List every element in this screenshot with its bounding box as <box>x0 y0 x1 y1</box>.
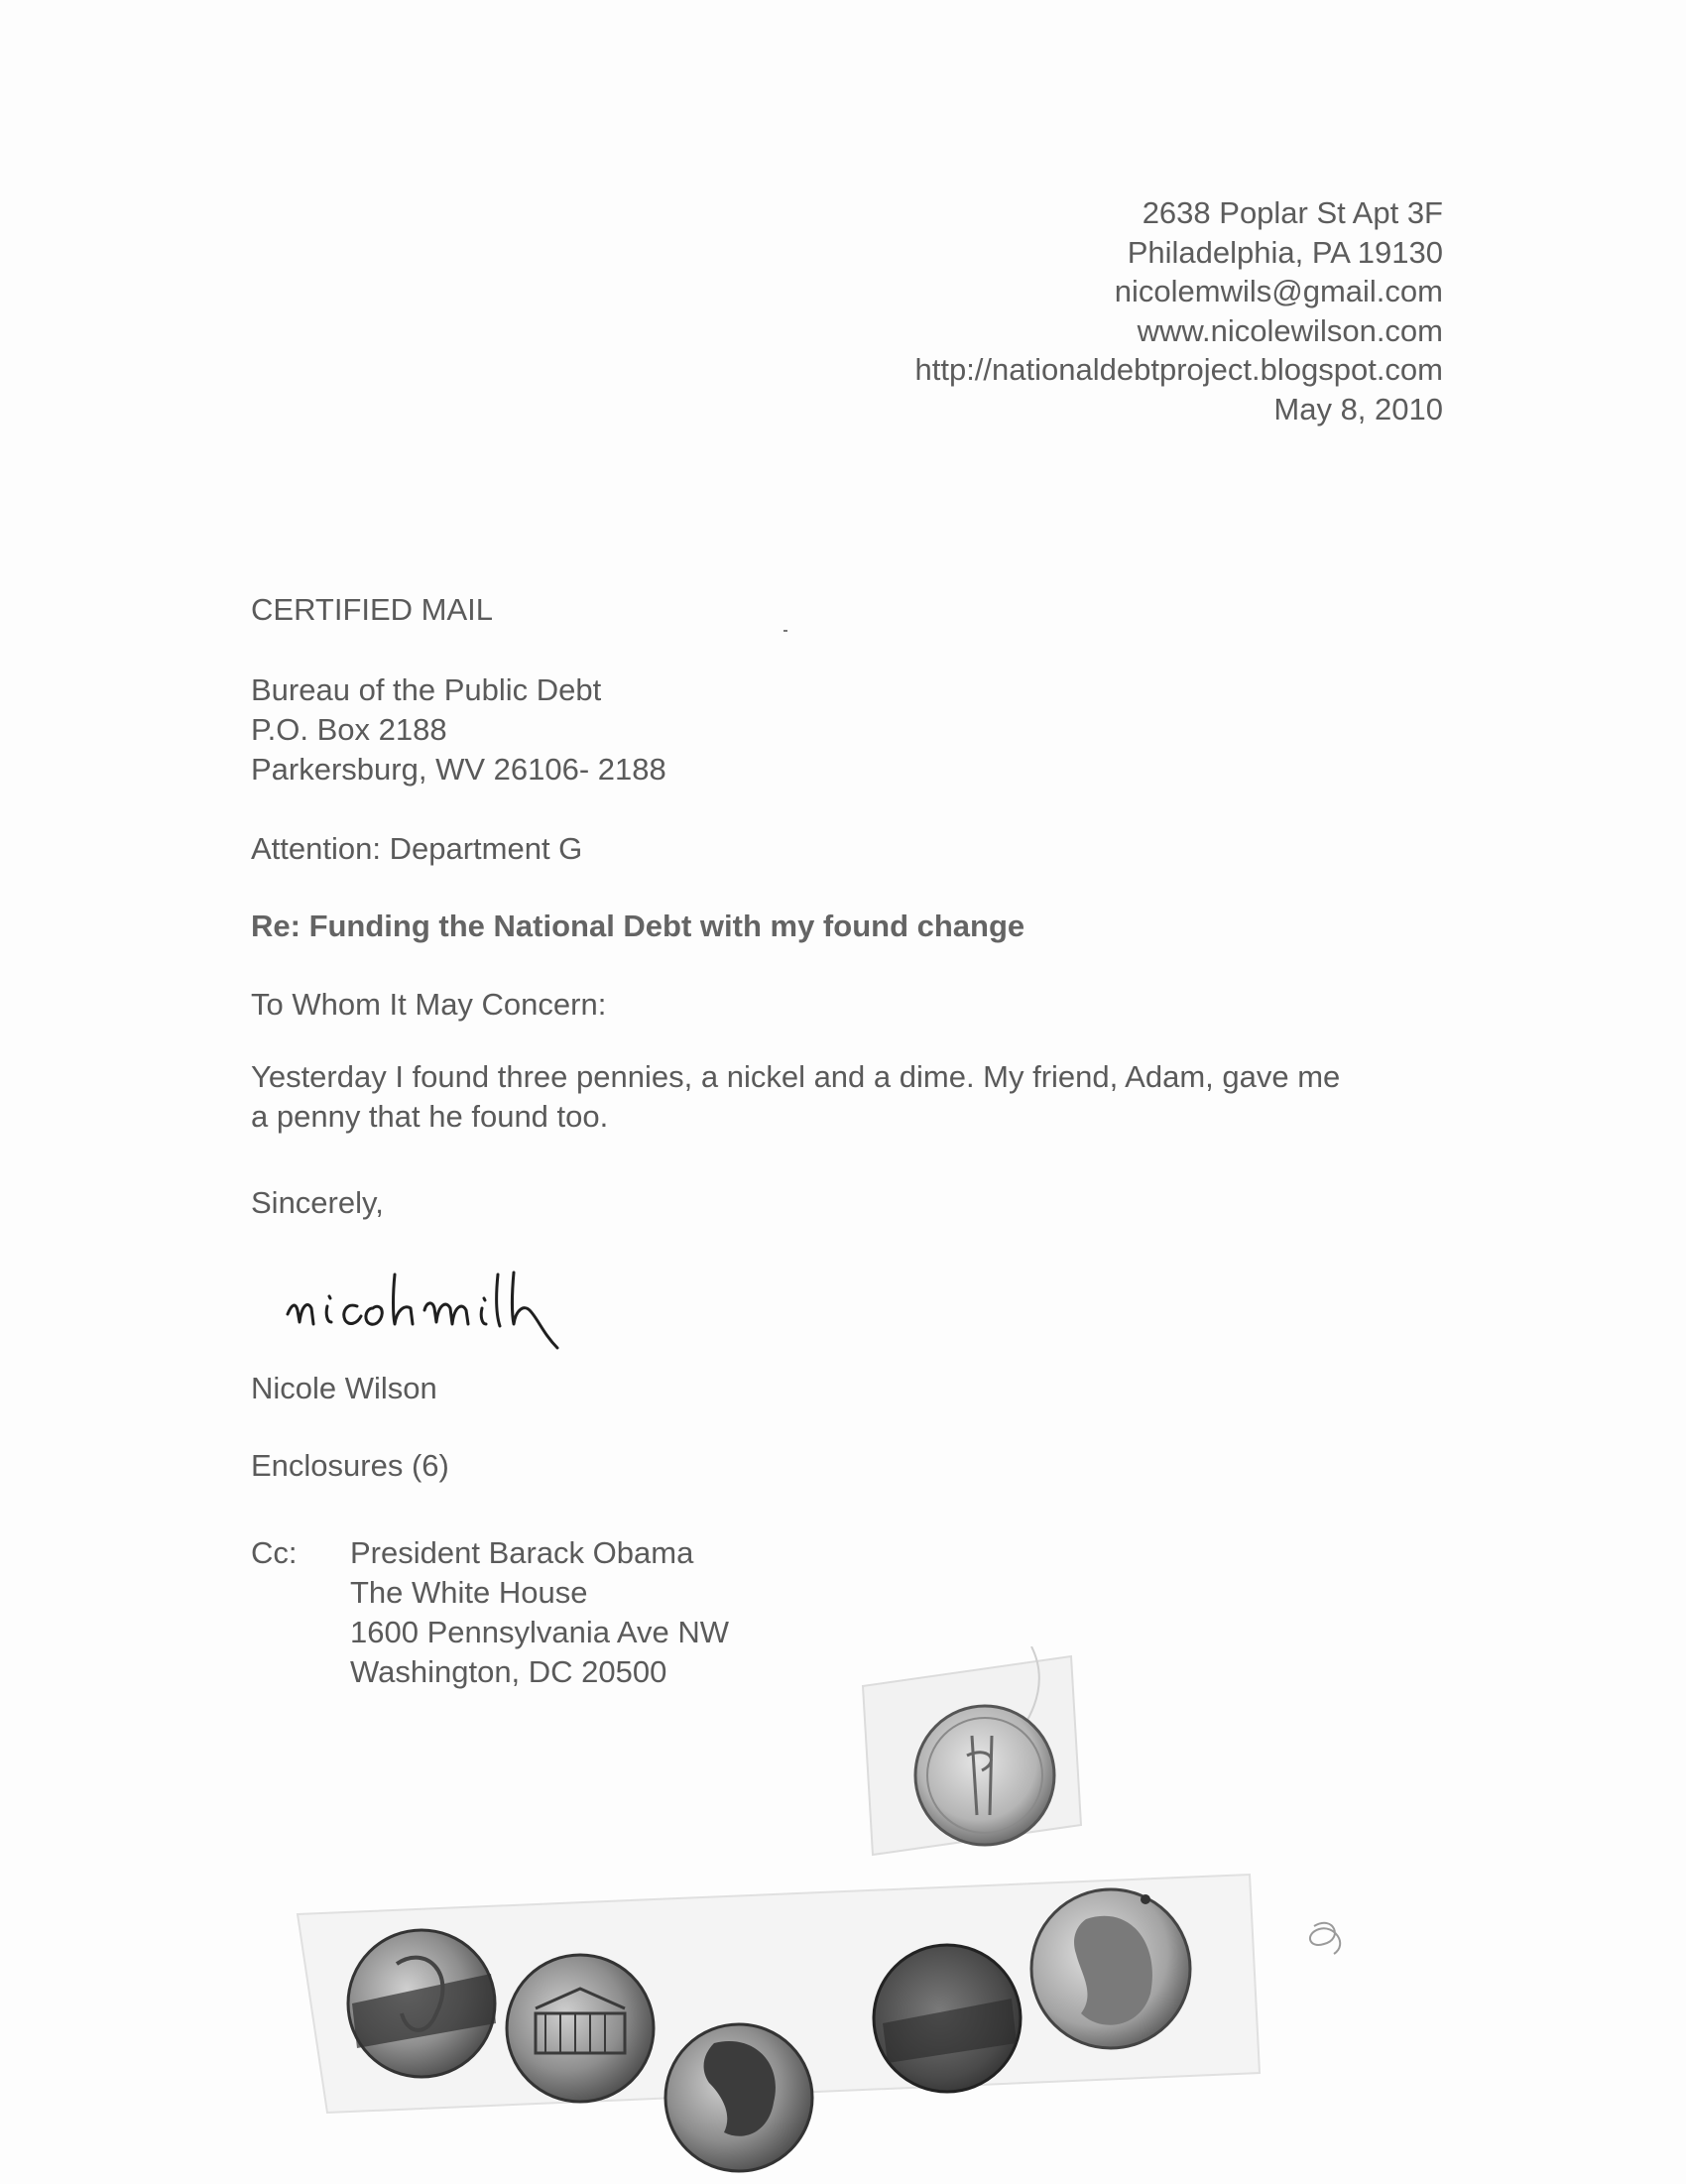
sender-website: www.nicolewilson.com <box>1137 312 1443 348</box>
handwritten-signature <box>278 1245 793 1374</box>
sender-address-block <box>914 193 1443 428</box>
cc-street: 1600 Pennsylvania Ave NW <box>350 1615 729 1649</box>
cc-name: President Barack Obama <box>350 1535 694 1570</box>
cc-label: Cc: <box>251 1535 298 1570</box>
cc-org: The White House <box>350 1575 588 1610</box>
closing-text: Sincerely, <box>251 1185 384 1220</box>
letter-body <box>251 1057 1441 1137</box>
recipient-city: Parkersburg, WV 26106- 2188 <box>251 752 666 787</box>
nickel-coin <box>1031 1889 1190 2048</box>
recipient-address-block <box>251 670 666 789</box>
enclosures-text: Enclosures (6) <box>251 1448 449 1483</box>
enclosures <box>251 1446 449 1486</box>
recipient-po-box: P.O. Box 2188 <box>251 712 447 747</box>
subject-text: Re: Funding the National Debt with my found change <box>251 909 1025 943</box>
penny-coin <box>348 1930 496 2077</box>
body-line-2: a penny that he found too. <box>251 1099 609 1134</box>
body-line-1: Yesterday I found three pennies, a nickel and a dime. My friend, Adam, gave me <box>251 1059 1341 1094</box>
delivery-method <box>251 590 493 630</box>
closing <box>251 1183 384 1223</box>
salutation-text: To Whom It May Concern: <box>251 987 607 1022</box>
penny-coin <box>874 1945 1021 2092</box>
signer-name <box>251 1369 437 1408</box>
taped-coins <box>0 1646 1686 2182</box>
subject-line <box>251 907 1024 946</box>
letter-date: May 8, 2010 <box>1273 391 1443 426</box>
cc-city: Washington, DC 20500 <box>350 1654 667 1689</box>
salutation <box>251 985 606 1025</box>
attention-text: Attention: Department G <box>251 831 583 866</box>
penny-coin <box>507 1955 654 2102</box>
tape-thread <box>1310 1923 1340 1954</box>
attention-line <box>251 829 582 869</box>
sender-blog: http://nationaldebtproject.blogspot.com <box>914 352 1443 387</box>
signer-name-text: Nicole Wilson <box>251 1371 437 1405</box>
scan-speck <box>783 630 787 632</box>
recipient-name: Bureau of the Public Debt <box>251 672 602 707</box>
penny-coin <box>665 2024 812 2171</box>
sender-email: nicolemwils@gmail.com <box>1114 274 1443 308</box>
delivery-method-text: CERTIFIED MAIL <box>251 592 494 627</box>
sender-city: Philadelphia, PA 19130 <box>1127 234 1443 270</box>
sender-street: 2638 Poplar St Apt 3F <box>1142 195 1443 230</box>
dime-coin <box>915 1706 1054 1845</box>
